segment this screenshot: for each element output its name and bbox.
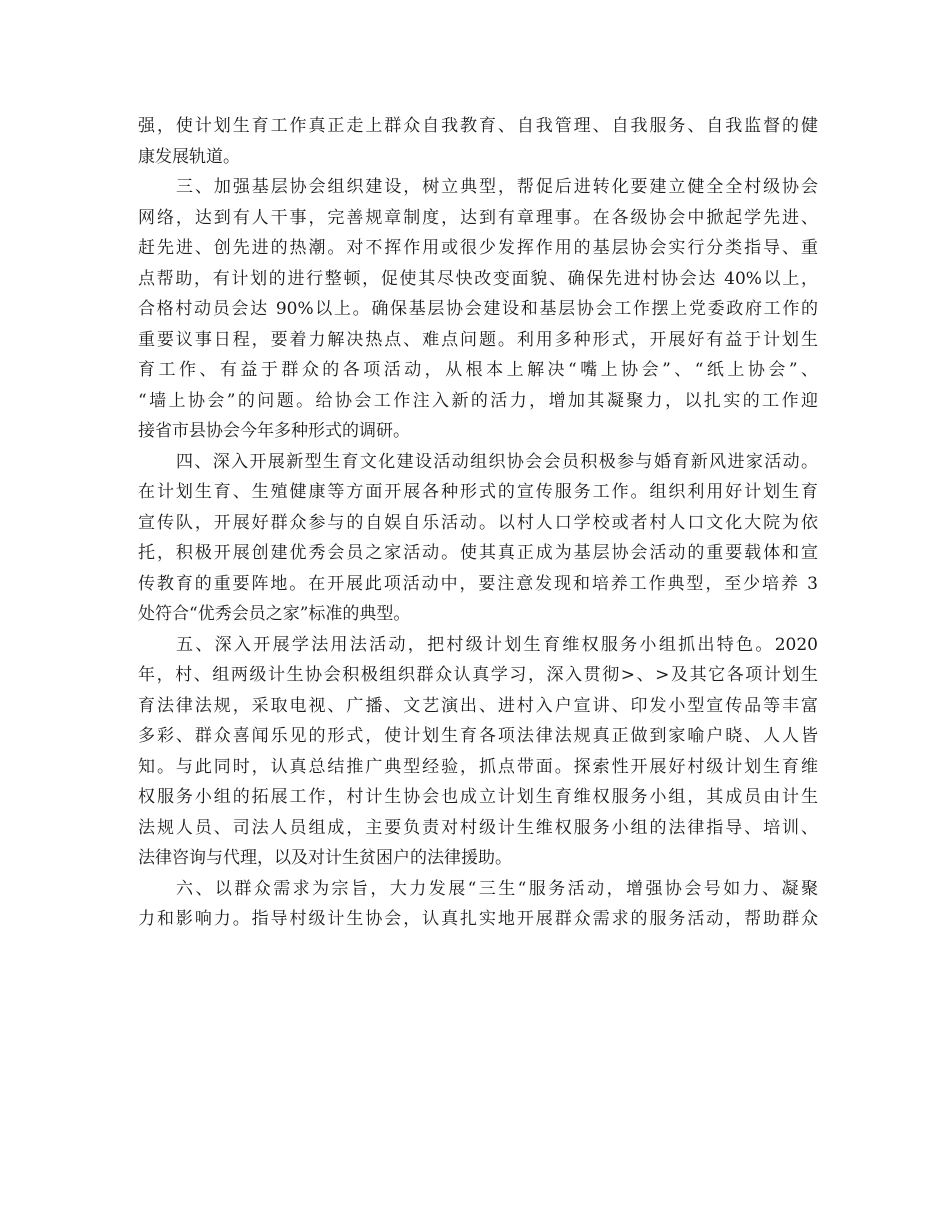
text-line: 在计划生育、生殖健康等方面开展各种形式的宣传服务工作。组织利用好计划生育 (138, 482, 818, 502)
text-line: 五、深入开展学法用法活动，把村级计划生育维权服务小组抓出特色。2020 (176, 634, 818, 655)
text-line: 托，积极开展创建优秀会员之家活动。使其真正成为基层协会活动的重要载体和宣 (138, 543, 818, 563)
text-line: 育工作、有益于群众的各项活动，从根本上解决“嘴上协会”、“纸上协会”、 (138, 360, 818, 380)
text-line: 力和影响力。指导村级计生协会，认真扎实地开展群众需求的服务活动，帮助群众 (138, 909, 818, 929)
text-line: 康发展轨道。 (138, 146, 240, 167)
text-line: 网络，达到有人干事，完善规章制度，达到有章理事。在各级协会中掀起学先进、 (138, 207, 818, 228)
text-line: 重要议事日程，要着力解决热点、难点问题。利用多种形式，开展好有益于计划生 (138, 329, 818, 350)
text-line: 强，使计划生育工作真正走上群众自我教育、自我管理、自我服务、自我监督的健 (138, 116, 818, 136)
text-line: 点帮助，有计划的进行整顿，促使其尽快改变面貌、确保先进村协会达 40%以上， (138, 268, 818, 289)
text-line: 三、加强基层协会组织建设，树立典型，帮促后进转化要建立健全全村级协会 (176, 177, 818, 197)
text-line: 多彩、群众喜闻乐见的形式，使计划生育各项法律法规真正做到家喻户晓、人人皆 (138, 726, 818, 746)
text-line: 育法律法规，采取电视、广播、文艺演出、进村入户宣讲、印发小型宣传品等丰富 (138, 695, 818, 716)
paragraph (138, 111, 818, 172)
paragraph (138, 447, 818, 630)
text-line: 赶先进、创先进的热潮。对不挥作用或很少发挥作用的基层协会实行分类指导、重 (138, 238, 818, 258)
text-line: 接省市县协会今年多种形式的调研。 (138, 421, 410, 441)
text-line: “墙上协会”的问题。给协会工作注入新的活力，增加其凝聚力，以扎实的工作迎 (138, 390, 818, 411)
paragraph (138, 172, 818, 447)
text-line: 六、以群众需求为宗旨，大力发展“三生“服务活动，增强协会号如力、凝聚 (176, 878, 818, 899)
text-line: 法规人员、司法人员组成，主要负责对村级计生维权服务小组的法律指导、培训、 (138, 817, 818, 838)
document-body (138, 111, 818, 935)
text-line: 传教育的重要阵地。在开展此项活动中，要注意发现和培养工作典型，至少培养 3 (138, 573, 818, 594)
paragraph (138, 874, 818, 935)
text-line: 宣传队，开展好群众参与的自娱自乐活动。以村人口学校或者村人口文化大院为依 (138, 512, 818, 533)
text-line: 四、深入开展新型生育文化建设活动组织协会会员积极参与婚育新风进家活动。 (176, 451, 818, 472)
text-line: 合格村动员会达 90%以上。确保基层协会建设和基层协会工作摆上党委政府工作的 (138, 299, 818, 319)
text-line: 处符合“优秀会员之家”标准的典型。 (138, 604, 411, 624)
text-line: 知。与此同时，认真总结推广典型经验，抓点带面。探索性开展好村级计划生育维 (138, 756, 818, 777)
text-line: 权服务小组的拓展工作，村计生协会也成立计划生育维权服务小组，其成员由计生 (138, 787, 818, 807)
text-line: 年，村、组两级计生协会积极组织群众认真学习，深入贯彻>、>及其它各项计划生 (138, 665, 818, 685)
paragraph (138, 630, 818, 874)
text-line: 法律咨询与代理，以及对计生贫困户的法律援助。 (138, 848, 512, 868)
